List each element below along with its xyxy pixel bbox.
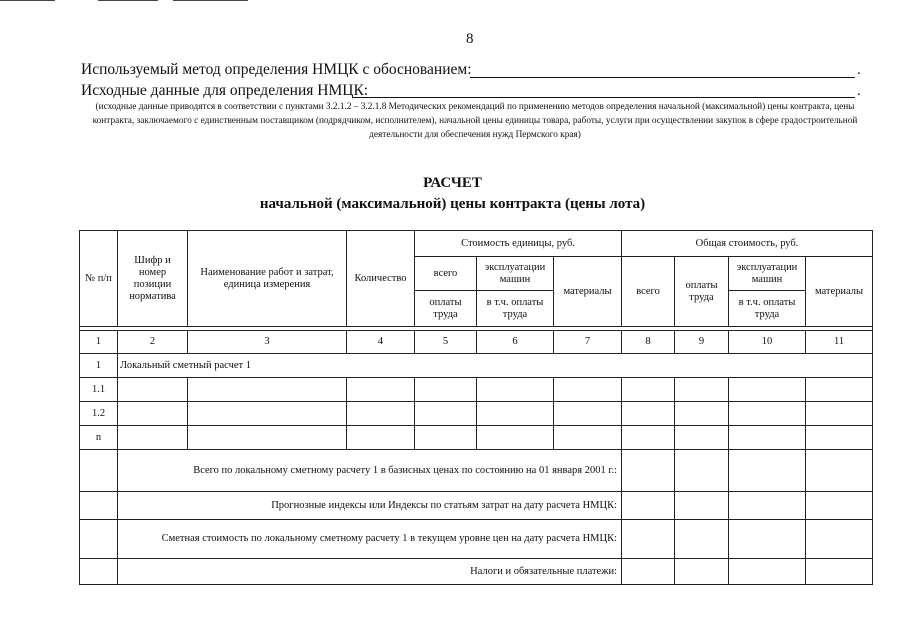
column-number: 3: [188, 331, 347, 354]
empty-cell: [554, 426, 622, 450]
header-total-wages: оплаты труда: [675, 257, 729, 327]
summary-indices: Прогнозные индексы или Индексы по статьям затрат на дату расчета НМЦК:: [118, 492, 622, 520]
empty-cell: [347, 426, 415, 450]
empty-cell: [729, 492, 806, 520]
column-number: 11: [806, 331, 873, 354]
empty-cell: [347, 402, 415, 426]
method-end-mark: .: [857, 62, 861, 78]
empty-cell: [477, 378, 554, 402]
empty-cell: [188, 426, 347, 450]
summary-current-total: Сметная стоимость по локальному сметному расчету 1 в текущем уровне цен на дату расчета НМЦК:: [118, 520, 622, 559]
row-num: 1.2: [80, 402, 118, 426]
section-num: 1: [80, 354, 118, 378]
empty-cell: [806, 492, 873, 520]
summary-taxes: Налоги и обязательные платежи:: [118, 559, 622, 585]
empty-cell: [477, 426, 554, 450]
column-number: 2: [118, 331, 188, 354]
empty-cell: [118, 402, 188, 426]
source-note: (исходные данные приводятся в соответствии с пунктами 3.2.1.2 – 3.2.1.8 Методических рекомендаций по применению методов определения начальной (максимальной) цены контракта, цены контракта, заключаемого с единственным поставщиком (подрядчиком, исполнителем), начальной цены единицы товара, работы, услуги при осуществлении закупок в сфере градостроительной деятельности для обеспечения нужд Пермского края): [92, 102, 858, 140]
header-unit-machines: эксплуатации машин: [477, 257, 554, 291]
header-qty: Количество: [347, 231, 415, 327]
empty-cell: [622, 450, 675, 492]
title-line-1: РАСЧЕТ: [423, 175, 482, 191]
empty-cell: [80, 520, 118, 559]
empty-cell: [415, 426, 477, 450]
empty-cell: [118, 378, 188, 402]
empty-cell: [622, 426, 675, 450]
column-number: 9: [675, 331, 729, 354]
calculation-table: [79, 230, 873, 585]
source-label: Исходные данные для определения НМЦК:: [81, 82, 369, 99]
summary-base-total: Всего по локальному сметному расчету 1 в базисных ценах по состоянию на 01 января 2001 г.:: [118, 450, 622, 492]
empty-cell: [729, 378, 806, 402]
empty-cell: [554, 402, 622, 426]
empty-cell: [622, 559, 675, 585]
document-title: [0, 173, 905, 215]
empty-cell: [675, 520, 729, 559]
header-num: № п/п: [80, 231, 118, 327]
header-code: Шифр и номер позиции норматива: [118, 231, 188, 327]
empty-cell: [347, 378, 415, 402]
empty-cell: [622, 520, 675, 559]
empty-cell: [415, 378, 477, 402]
empty-cell: [675, 426, 729, 450]
source-end-mark: .: [857, 83, 861, 99]
empty-cell: [554, 378, 622, 402]
column-number: 10: [729, 331, 806, 354]
header-name: Наименование работ и затрат, единица измерения: [188, 231, 347, 327]
column-number: 8: [622, 331, 675, 354]
empty-cell: [477, 402, 554, 426]
empty-cell: [806, 426, 873, 450]
header-total-materials: материалы: [806, 257, 873, 327]
empty-cell: [675, 402, 729, 426]
empty-cell: [806, 450, 873, 492]
empty-cell: [806, 378, 873, 402]
empty-cell: [80, 492, 118, 520]
method-label: Используемый метод определения НМЦК с обоснованием:: [81, 61, 472, 78]
title-line-2: начальной (максимальной) цены контракта (цены лота): [259, 196, 646, 212]
empty-cell: [675, 559, 729, 585]
header-total-all: всего: [622, 257, 675, 327]
column-number: 5: [415, 331, 477, 354]
empty-cell: [622, 378, 675, 402]
empty-cell: [729, 520, 806, 559]
empty-cell: [729, 450, 806, 492]
empty-cell: [118, 426, 188, 450]
empty-cell: [622, 402, 675, 426]
empty-cell: [188, 378, 347, 402]
column-number: 4: [347, 331, 415, 354]
source-fill-line: [352, 97, 855, 98]
header-unit-cost: Стоимость единицы, руб.: [415, 231, 622, 257]
empty-cell: [675, 492, 729, 520]
empty-cell: [415, 402, 477, 426]
top-rule-mid: [98, 0, 158, 1]
header-unit-incl-wages: в т.ч. оплаты труда: [477, 291, 554, 327]
column-number: 6: [477, 331, 554, 354]
empty-cell: [729, 559, 806, 585]
empty-cell: [806, 402, 873, 426]
empty-cell: [80, 559, 118, 585]
header-total-cost: Общая стоимость, руб.: [622, 231, 873, 257]
column-number: 7: [554, 331, 622, 354]
top-rule-left: [0, 0, 55, 1]
empty-cell: [80, 450, 118, 492]
row-num: n: [80, 426, 118, 450]
page-number: 8: [466, 31, 474, 47]
header-unit-wages: оплаты труда: [415, 291, 477, 327]
empty-cell: [675, 378, 729, 402]
empty-cell: [806, 520, 873, 559]
empty-cell: [622, 492, 675, 520]
header-total-incl-wages: в т.ч. оплаты труда: [729, 291, 806, 327]
header-unit-materials: материалы: [554, 257, 622, 327]
empty-cell: [188, 402, 347, 426]
empty-cell: [729, 402, 806, 426]
empty-cell: [806, 559, 873, 585]
header-unit-all: всего: [415, 257, 477, 291]
empty-cell: [729, 426, 806, 450]
header-total-machines: эксплуатации машин: [729, 257, 806, 291]
section-title: Локальный сметный расчет 1: [118, 354, 873, 378]
method-fill-line: [470, 77, 855, 78]
empty-cell: [675, 450, 729, 492]
row-num: 1.1: [80, 378, 118, 402]
column-number: 1: [80, 331, 118, 354]
top-rule-right: [173, 0, 248, 1]
